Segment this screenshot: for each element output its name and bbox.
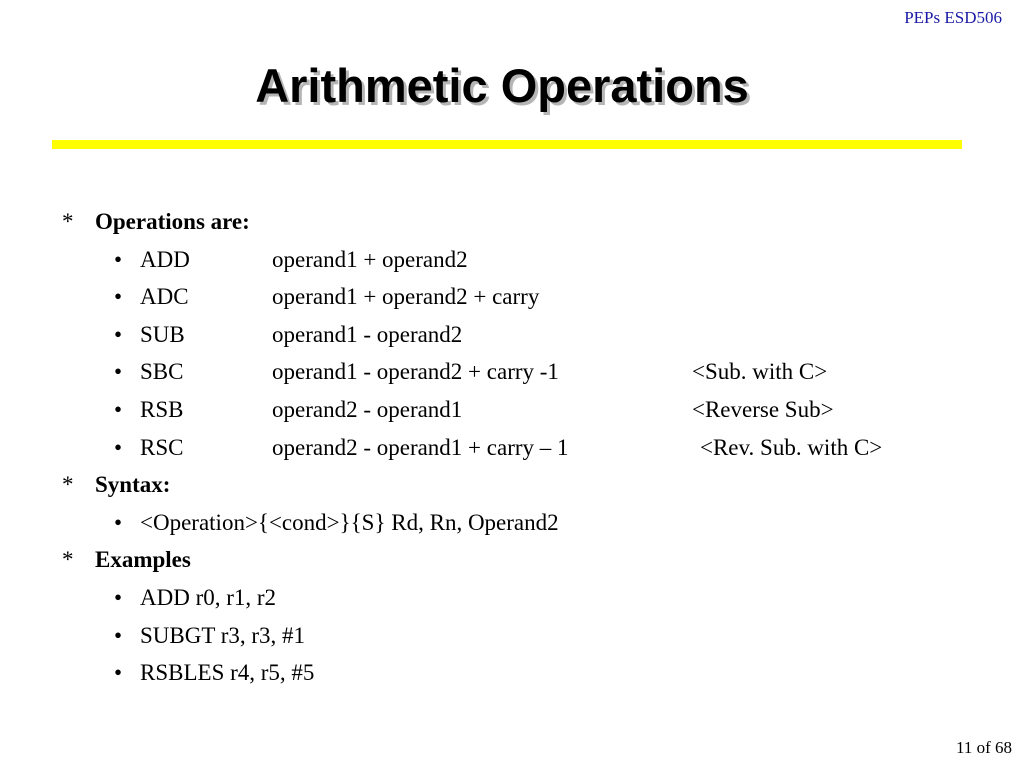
operation-expression: operand1 - operand2 + carry -1 bbox=[272, 359, 559, 385]
bullet-icon: • bbox=[114, 509, 123, 535]
operation-note: <Rev. Sub. with C> bbox=[700, 434, 883, 460]
example-item bbox=[62, 654, 1002, 692]
bullet-icon: • bbox=[114, 396, 123, 422]
example-text: SUBGT r3, r3, #1 bbox=[140, 622, 306, 648]
operation-mnemonic: RSB bbox=[140, 396, 184, 422]
bullet-icon: • bbox=[114, 246, 123, 272]
section-syntax-heading bbox=[62, 466, 1002, 504]
bullet-icon: • bbox=[114, 584, 123, 610]
operation-note: <Sub. with C> bbox=[692, 359, 828, 385]
section-heading: Syntax: bbox=[95, 472, 171, 498]
operation-row bbox=[62, 316, 1002, 354]
section-heading: Operations are: bbox=[95, 209, 250, 234]
bullet-icon: • bbox=[114, 321, 123, 347]
operation-row bbox=[62, 353, 1002, 391]
operation-mnemonic: SBC bbox=[140, 359, 184, 385]
section-operations-heading bbox=[62, 203, 1002, 241]
example-text: ADD r0, r1, r2 bbox=[140, 584, 277, 610]
operation-mnemonic: ADD bbox=[140, 246, 190, 272]
example-item bbox=[62, 579, 1002, 617]
asterisk-marker: * bbox=[62, 209, 74, 234]
asterisk-marker: * bbox=[62, 547, 74, 573]
slide-body bbox=[62, 203, 1002, 692]
bullet-icon: • bbox=[114, 622, 123, 648]
bullet-icon: • bbox=[114, 434, 123, 460]
operation-expression: operand2 - operand1 + carry – 1 bbox=[272, 434, 569, 460]
section-heading: Examples bbox=[95, 547, 191, 573]
operation-expression: operand2 - operand1 bbox=[272, 396, 463, 422]
title-underline-bar bbox=[52, 140, 962, 149]
operation-expression: operand1 + operand2 bbox=[272, 246, 468, 272]
bullet-icon: • bbox=[114, 284, 123, 310]
operation-mnemonic: RSC bbox=[140, 434, 184, 460]
example-text: RSBLES r4, r5, #5 bbox=[140, 660, 315, 686]
operation-mnemonic: ADC bbox=[140, 284, 189, 310]
page-indicator: 11 of 68 bbox=[955, 738, 1012, 757]
example-item bbox=[62, 617, 1002, 655]
syntax-item bbox=[62, 504, 1002, 542]
operation-row bbox=[62, 391, 1002, 429]
bullet-icon: • bbox=[114, 359, 123, 385]
slide-title: Arithmetic Operations bbox=[255, 59, 749, 112]
bullet-icon: • bbox=[114, 660, 123, 686]
operation-row bbox=[62, 429, 1002, 467]
section-examples-heading bbox=[62, 541, 1002, 579]
syntax-text: <Operation>{<cond>}{S} Rd, Rn, Operand2 bbox=[140, 509, 559, 535]
operation-note: <Reverse Sub> bbox=[692, 396, 834, 422]
asterisk-marker: * bbox=[62, 472, 74, 498]
operation-mnemonic: SUB bbox=[140, 321, 185, 347]
operation-expression: operand1 + operand2 + carry bbox=[272, 284, 540, 310]
operation-row bbox=[62, 278, 1002, 316]
operation-row bbox=[62, 241, 1002, 279]
course-tag: PEPs ESD506 bbox=[904, 8, 1002, 27]
operation-expression: operand1 - operand2 bbox=[272, 321, 463, 347]
